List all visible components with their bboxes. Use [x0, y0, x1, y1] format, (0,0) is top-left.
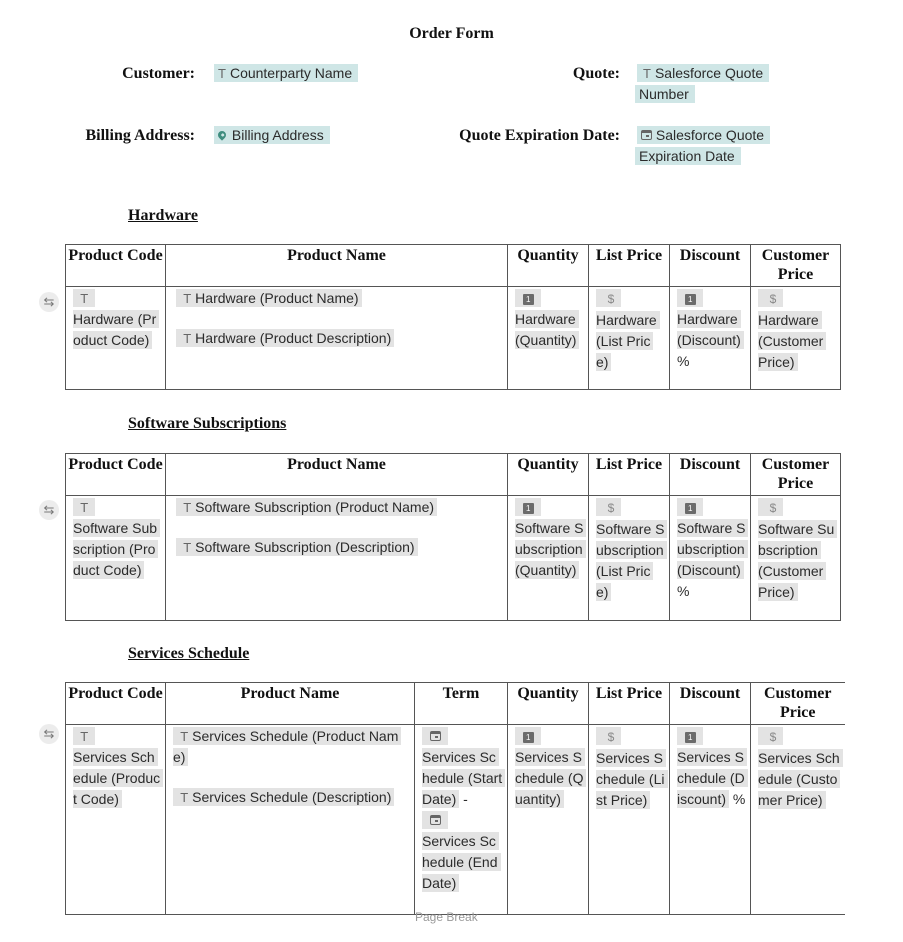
page-break-marker: Page Break [415, 910, 478, 924]
text-field-icon: T [643, 66, 651, 81]
date-field-icon [430, 815, 441, 825]
quote-label: Quote: [572, 65, 620, 82]
text-field-icon: T [173, 790, 189, 805]
software-code-cell[interactable] [66, 496, 166, 621]
currency-field-icon: $ [769, 730, 777, 744]
header-list-price: List Price [589, 245, 670, 287]
services-list-price-cell[interactable] [589, 725, 670, 915]
header-discount: Discount [670, 245, 751, 287]
header-discount: Discount [670, 454, 751, 496]
repeat-row-icon[interactable]: ⇆ [39, 292, 59, 312]
table-header-row [66, 683, 845, 725]
table-row [66, 287, 841, 390]
quote-expiration-field[interactable] [635, 125, 800, 167]
hardware-description-value: Hardware (Product Description) [195, 330, 392, 346]
quote-value: Salesforce Quote Number [639, 65, 764, 102]
text-field-icon: T [176, 291, 192, 306]
header-quantity: Quantity [508, 683, 589, 725]
services-code-cell[interactable] [66, 725, 166, 915]
services-term-start-value: Services Schedule (Start Date) [422, 748, 505, 808]
text-field-icon: T [173, 729, 189, 744]
header-list-price: List Price [589, 454, 670, 496]
quote-expiration-label: Quote Expiration Date: [459, 127, 620, 144]
services-name-value: Services Schedule (Product Name) [173, 728, 399, 765]
page-title: Order Form [409, 25, 494, 42]
header-customer-price: Customer Price [751, 683, 845, 725]
customer-value: Counterparty Name [229, 65, 353, 81]
software-list-price-value: Software Subscription (List Price) [596, 520, 667, 601]
hardware-list-price-value: Hardware (List Price) [596, 311, 660, 371]
header-quantity: Quantity [508, 454, 589, 496]
software-name-value: Software Subscription (Product Name) [195, 499, 435, 515]
table-row [66, 725, 845, 915]
hardware-quantity-cell[interactable] [508, 287, 589, 390]
software-discount-value: Software Subscription (Discount) [677, 519, 748, 579]
software-customer-price-value: Software Subscription (Customer Price) [758, 520, 837, 601]
billing-address-value: Billing Address [231, 127, 324, 143]
hardware-list-price-cell[interactable] [589, 287, 670, 390]
currency-field-icon: $ [769, 501, 777, 515]
header-product-code: Product Code [66, 245, 166, 287]
services-name-cell[interactable] [166, 725, 415, 915]
hardware-name-value: Hardware (Product Name) [195, 290, 359, 306]
percent-sign: % [732, 791, 746, 807]
percent-sign: % [677, 583, 690, 599]
date-field-icon [641, 130, 652, 140]
repeat-row-icon[interactable]: ⇆ [39, 500, 59, 520]
section-title-software: Software Subscriptions [128, 415, 287, 432]
software-name-cell[interactable] [166, 496, 508, 621]
services-customer-price-value: Services Schedule (Customer Price) [758, 749, 843, 809]
date-field-icon [430, 731, 441, 741]
header-list-price: List Price [589, 683, 670, 725]
table-row [66, 496, 841, 621]
text-field-icon: T [73, 500, 89, 515]
billing-address-field[interactable] [214, 125, 414, 146]
services-discount-value: Services Schedule (Discount) [677, 748, 748, 808]
text-field-icon: T [73, 729, 89, 744]
section-title-services: Services Schedule [128, 645, 250, 662]
hardware-code-cell[interactable] [66, 287, 166, 390]
services-discount-cell[interactable] [670, 725, 751, 915]
hardware-quantity-value: Hardware (Quantity) [515, 310, 579, 349]
number-field-icon: 1 [685, 732, 696, 743]
text-field-icon: T [218, 66, 226, 81]
header-product-name: Product Name [166, 454, 508, 496]
services-quantity-value: Services Schedule (Quantity) [515, 748, 586, 808]
software-quantity-cell[interactable] [508, 496, 589, 621]
text-field-icon: T [176, 331, 192, 346]
hardware-discount-cell[interactable] [670, 287, 751, 390]
header-term: Term [415, 683, 508, 725]
software-description-value: Software Subscription (Description) [195, 539, 415, 555]
header-product-name: Product Name [166, 245, 508, 287]
hardware-code-value: Hardware (Product Code) [73, 310, 159, 349]
services-term-end-value: Services Schedule (End Date) [422, 832, 501, 892]
header-customer-price: Customer Price [751, 245, 841, 287]
customer-label: Customer: [122, 65, 195, 82]
number-field-icon: 1 [523, 294, 534, 305]
term-separator: - [463, 791, 468, 807]
location-field-icon [216, 129, 227, 140]
services-code-value: Services Schedule (Product Code) [73, 748, 163, 808]
text-field-icon: T [176, 540, 192, 555]
software-code-value: Software Subscription (Product Code) [73, 519, 160, 579]
currency-field-icon: $ [607, 501, 615, 515]
software-quantity-value: Software Subscription (Quantity) [515, 519, 586, 579]
quote-expiration-value: Salesforce Quote Expiration Date [639, 127, 765, 164]
billing-address-label: Billing Address: [85, 127, 195, 144]
header-quantity: Quantity [508, 245, 589, 287]
software-table [65, 453, 841, 621]
number-field-icon: 1 [523, 503, 534, 514]
number-field-icon: 1 [685, 294, 696, 305]
header-product-name: Product Name [166, 683, 415, 725]
currency-field-icon: $ [607, 292, 615, 306]
hardware-customer-price-cell[interactable] [751, 287, 841, 390]
section-title-hardware: Hardware [128, 207, 198, 224]
currency-field-icon: $ [769, 292, 777, 306]
currency-field-icon: $ [607, 730, 615, 744]
number-field-icon: 1 [685, 503, 696, 514]
hardware-name-cell[interactable] [166, 287, 508, 390]
hardware-discount-value: Hardware (Discount) [677, 310, 744, 349]
repeat-row-icon[interactable]: ⇆ [39, 724, 59, 744]
header-product-code: Product Code [66, 454, 166, 496]
services-description-value: Services Schedule (Description) [192, 789, 392, 805]
software-discount-cell[interactable] [670, 496, 751, 621]
services-list-price-value: Services Schedule (List Price) [596, 749, 668, 809]
table-header-row [66, 245, 841, 287]
header-product-code: Product Code [66, 683, 166, 725]
hardware-customer-price-value: Hardware (Customer Price) [758, 311, 826, 371]
text-field-icon: T [73, 291, 89, 306]
header-discount: Discount [670, 683, 751, 725]
header-customer-price: Customer Price [751, 454, 841, 496]
percent-sign: % [677, 353, 690, 369]
software-customer-price-cell[interactable] [751, 496, 841, 621]
customer-field[interactable] [214, 63, 414, 84]
services-quantity-cell[interactable] [508, 725, 589, 915]
software-list-price-cell[interactable] [589, 496, 670, 621]
table-header-row [66, 454, 841, 496]
services-customer-price-cell[interactable] [751, 725, 845, 915]
quote-field[interactable] [635, 63, 800, 105]
text-field-icon: T [176, 500, 192, 515]
hardware-table [65, 244, 841, 390]
number-field-icon: 1 [523, 732, 534, 743]
